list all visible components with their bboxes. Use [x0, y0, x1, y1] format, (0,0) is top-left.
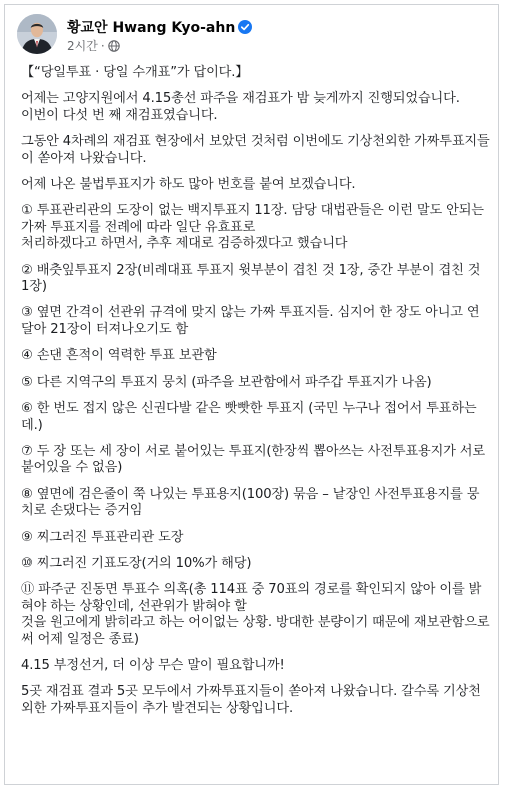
post-paragraph: ⑪ 파주군 진동면 투표수 의혹(총 114표 중 70표의 경로를 확인되지 않아 이를 밝혀야 하는 상황인데, 선관위가 밝혀야 할 것을 원고에게 밝히라고 하는 어이없는 상황. 방대한 분량이기 때문에 재보관함으로써 어제 일정은 종료) — [21, 582, 490, 647]
post-paragraph: 4.15 부정선거, 더 이상 무슨 말이 필요합니까! — [21, 657, 285, 673]
post-paragraph: 5곳 재검표 결과 5곳 모두에서 가짜투표지들이 쏟아져 나왔습니다. 갈수록 기상천외한 가짜투표지들이 추가 발견되는 상황입니다. — [21, 684, 481, 716]
post-paragraph: ⑩ 찌그러진 기표도장(거의 10%가 해당) — [21, 555, 252, 571]
post-paragraph: ⑤ 다른 지역구의 투표지 뭉치 (파주을 보관함에서 파주갑 투표지가 나옴) — [21, 374, 432, 390]
globe-icon — [108, 40, 120, 55]
post-paragraph: ⑦ 두 장 또는 세 장이 서로 붙어있는 투표지(한장씩 뽑아쓰는 사전투표용지가 서로 붙어있을 수 없음) — [21, 443, 485, 476]
post-header — [17, 14, 487, 58]
verified-badge-icon — [238, 20, 252, 38]
post-paragraph: ④ 손댄 흔적이 역력한 투표 보관함 — [21, 348, 217, 364]
post-body — [21, 65, 491, 727]
post-paragraph: ② 배춧잎투표지 2장(비례대표 투표지 윗부분이 겹친 것 1장, 중간 부분이 겹친 것 1장) — [21, 262, 481, 295]
post-paragraph: 【“당일투표 · 당일 수개표”가 답이다.】 — [21, 65, 249, 80]
avatar[interactable] — [17, 14, 57, 54]
post-time[interactable]: 2시간 — [67, 39, 98, 53]
author-name-row — [67, 17, 252, 38]
facebook-post-card — [4, 4, 499, 785]
post-paragraph: ① 투표관리관의 도장이 없는 백지투표지 11장. 담당 대법관들은 이런 말도 안되는 가짜 투표지를 전례에 따라 일단 유효표로 처리하겠다고 하면서, 추후 제대로 검증하겠다고 했습니다 — [21, 203, 484, 252]
post-paragraph: ⑨ 찌그러진 투표관리관 도장 — [21, 529, 184, 545]
author-name[interactable]: 황교안 Hwang Kyo-ahn — [67, 20, 236, 36]
post-paragraph: 어제 나온 불법투표지가 하도 많아 번호를 붙여 보겠습니다. — [21, 177, 356, 193]
post-paragraph: 어제는 고양지원에서 4.15총선 파주을 재검표가 밤 늦게까지 진행되었습니다. 이번이 다섯 번 째 재검표였습니다. — [21, 91, 460, 123]
post-meta — [67, 37, 120, 55]
meta-separator: · — [100, 39, 105, 53]
post-paragraph: ③ 옆면 간격이 선관위 규격에 맞지 않는 가짜 투표지들. 심지어 한 장도 아니고 연달아 21장이 터져나오기도 함 — [21, 305, 480, 337]
post-paragraph: ⑧ 옆면에 검은줄이 쭉 나있는 투표용지(100장) 묶음 – 낱장인 사전투표용지를 뭉치로 손댔다는 증거임 — [21, 486, 480, 519]
post-paragraph: ⑥ 한 번도 접지 않은 신권다발 같은 빳빳한 투표지 (국민 누구나 접어서 투표하는데.) — [21, 401, 477, 433]
post-paragraph: 그동안 4차례의 재검표 현장에서 보았던 것처럼 이번에도 기상천외한 가짜투표지들이 쏟아져 나왔습니다. — [21, 134, 490, 166]
